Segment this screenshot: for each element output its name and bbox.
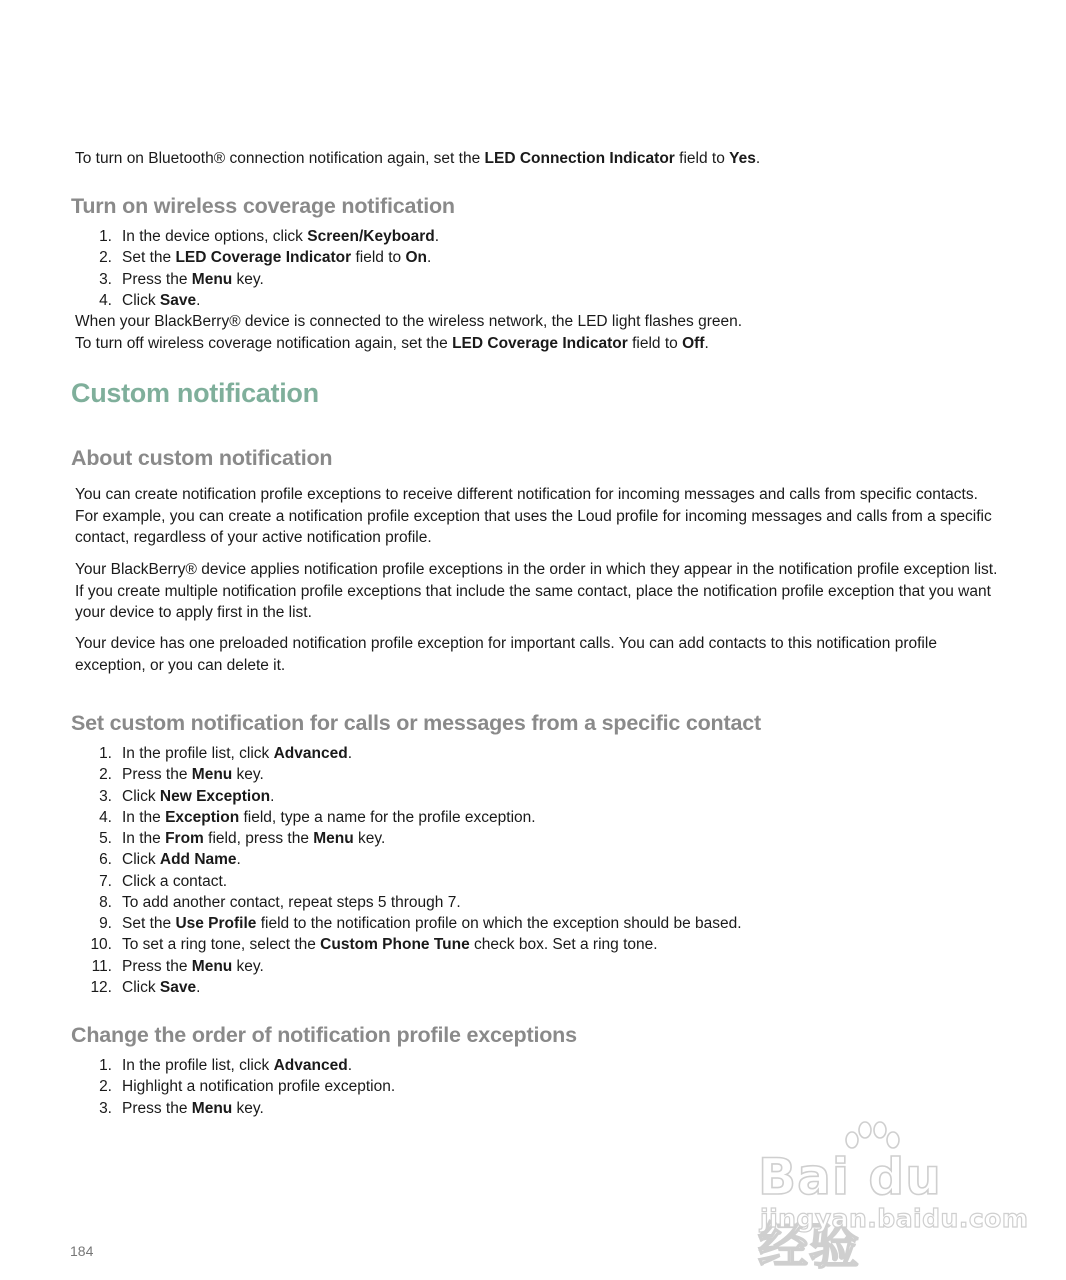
text-run: Click [122, 978, 160, 996]
step-number: 12. [90, 978, 112, 996]
step-number: 1. [99, 1057, 112, 1074]
text-run: field, type a name for the profile exception. [239, 808, 536, 826]
bold-term: Exception [165, 808, 240, 826]
text-run: Click [122, 787, 160, 805]
step-number: 4. [99, 808, 112, 826]
bold-term: Menu [191, 766, 233, 784]
text-run: . [426, 249, 432, 267]
text-run: Click [122, 291, 160, 309]
bold-term: Off [682, 335, 705, 352]
text-run: check box. Set a ring tone. [469, 936, 658, 954]
step-number: 2. [99, 249, 112, 267]
wireless-steps-list [0, 226, 439, 311]
bold-term: LED Coverage Indicator [175, 249, 352, 267]
text-run: In the device options, click [122, 228, 308, 245]
change-order-steps-list [0, 1055, 395, 1119]
section-title-custom-notification: Custom notification [71, 378, 319, 408]
watermark-url: jingyan.baidu.com [760, 1204, 1029, 1233]
list-item [0, 290, 439, 311]
page-number: 184 [70, 1243, 94, 1259]
bold-term: On [405, 249, 427, 267]
bold-term: Advanced [273, 745, 348, 762]
list-item [0, 226, 439, 247]
text-run: Set the [122, 249, 176, 267]
bold-term: Use Profile [175, 915, 257, 932]
baidu-watermark [758, 1120, 1029, 1275]
list-item [0, 934, 742, 955]
text-run: In the profile list, click [122, 1057, 274, 1074]
list-item [0, 828, 742, 849]
text-run: key. [353, 830, 386, 847]
text-run: In the [122, 830, 166, 847]
text-run: . [196, 978, 201, 996]
bold-term: Yes [729, 150, 756, 167]
text-run: . [347, 1057, 353, 1074]
heading-change-order: Change the order of notification profile exceptions [71, 1023, 577, 1047]
text-run: In the profile list, click [122, 745, 274, 762]
step-number: 2. [99, 766, 112, 784]
text-run: Click [122, 851, 160, 869]
text-run: In the [122, 808, 166, 826]
text-run: Click a contact. [122, 872, 228, 890]
text-run: . [434, 228, 440, 245]
bold-term: From [165, 830, 204, 847]
bold-term: Save [159, 291, 197, 309]
text-run: key. [232, 270, 264, 288]
about-paragraph-3 [75, 633, 1000, 676]
bold-term: Menu [191, 957, 233, 975]
text-run: . [196, 291, 201, 309]
step-number: 9. [99, 915, 112, 932]
text-run: To turn on Bluetooth® connection notification again, set the [75, 150, 485, 167]
text-run: To add another contact, repeat steps 5 through 7. [122, 893, 461, 911]
heading-wireless-coverage: Turn on wireless coverage notification [71, 194, 455, 218]
list-item [0, 786, 742, 807]
about-paragraph-2 [75, 559, 1000, 624]
text-run: key. [232, 1099, 264, 1117]
text-run: . [704, 335, 709, 352]
text-run: key. [232, 957, 264, 975]
text-run: field to the notification profile on which the exception should be based. [256, 915, 742, 932]
bold-term: New Exception [159, 787, 271, 805]
step-number: 5. [99, 830, 112, 847]
text-run: field to [674, 150, 730, 167]
list-item [0, 1055, 395, 1076]
text-run: field, press the [203, 830, 314, 847]
bold-term: Advanced [273, 1057, 348, 1074]
list-item [0, 849, 742, 870]
text-run: Press the [122, 766, 192, 784]
set-custom-steps-list [0, 743, 742, 998]
about-paragraph-1 [75, 484, 1000, 549]
list-item [0, 743, 742, 764]
text-run: Your device has one preloaded notification profile exception for important calls. You can add contacts to this notification profile exception, or you can delete it. [75, 635, 937, 674]
bold-term: Screen/Keyboard [307, 228, 435, 245]
list-item [0, 977, 742, 998]
bold-term: LED Connection Indicator [484, 150, 675, 167]
bold-term: Save [159, 978, 197, 996]
bold-term: Menu [191, 1099, 233, 1117]
step-number: 1. [99, 228, 112, 245]
bold-term: Menu [313, 830, 354, 847]
bold-term: Custom Phone Tune [320, 936, 470, 954]
step-number: 3. [99, 270, 112, 288]
list-item [0, 807, 742, 828]
step-number: 11. [91, 957, 112, 975]
text-run: . [236, 851, 241, 869]
text-run: field to [351, 249, 406, 267]
list-item [0, 913, 742, 934]
list-item [0, 764, 742, 785]
heading-about-custom: About custom notification [71, 446, 333, 470]
list-item [0, 1098, 395, 1119]
bold-term: Menu [191, 270, 233, 288]
text-run: Press the [122, 270, 192, 288]
text-run: You can create notification profile exceptions to receive different notification for incoming messages and calls from specific contacts. For example, you can create a notification profile exception that uses the Loud profile for incoming messages and calls from a specific contact, regardless of your active notification profile. [75, 486, 992, 546]
text-run: Your BlackBerry® device applies notification profile exceptions in the order in which they appear in the notification profile exception list. If you create multiple notification profile exceptions that include the same contact, place the notification profile exception that you want your device to apply first in the list. [75, 561, 998, 621]
text-run: Set the [122, 915, 176, 932]
step-number: 7. [99, 872, 112, 890]
text-run: Press the [122, 1099, 192, 1117]
step-number: 10. [90, 936, 112, 954]
step-number: 6. [99, 851, 112, 869]
list-item [0, 956, 742, 977]
step-number: 4. [99, 291, 112, 309]
text-run: . [270, 787, 275, 805]
intro-paragraph [75, 148, 1000, 170]
text-run: Highlight a notification profile exception. [122, 1078, 396, 1096]
text-run: Press the [122, 957, 192, 975]
text-run: . [347, 745, 353, 762]
text-run: field to [627, 335, 683, 352]
list-item [0, 1076, 395, 1097]
list-item [0, 892, 742, 913]
step-number: 3. [99, 1099, 112, 1117]
step-number: 3. [99, 787, 112, 805]
wireless-off-paragraph [75, 333, 1000, 355]
text-run: To turn off wireless coverage notification again, set the [75, 335, 453, 352]
text-run: To set a ring tone, select the [122, 936, 321, 954]
text-run: . [755, 150, 761, 167]
text-run: key. [232, 766, 264, 784]
text-run: When your BlackBerry® device is connected to the wireless network, the LED light flashes green. [75, 313, 743, 330]
list-item [0, 269, 439, 290]
heading-set-custom: Set custom notification for calls or messages from a specific contact [71, 711, 761, 735]
list-item [0, 247, 439, 268]
watermark-brand: Bai du 经验 [758, 1148, 942, 1275]
bold-term: LED Coverage Indicator [452, 335, 628, 352]
step-number: 2. [99, 1078, 112, 1096]
list-item [0, 871, 742, 892]
step-number: 8. [99, 893, 112, 911]
step-number: 1. [99, 745, 112, 762]
wireless-info-paragraph [75, 311, 1000, 333]
bold-term: Add Name [159, 851, 237, 869]
